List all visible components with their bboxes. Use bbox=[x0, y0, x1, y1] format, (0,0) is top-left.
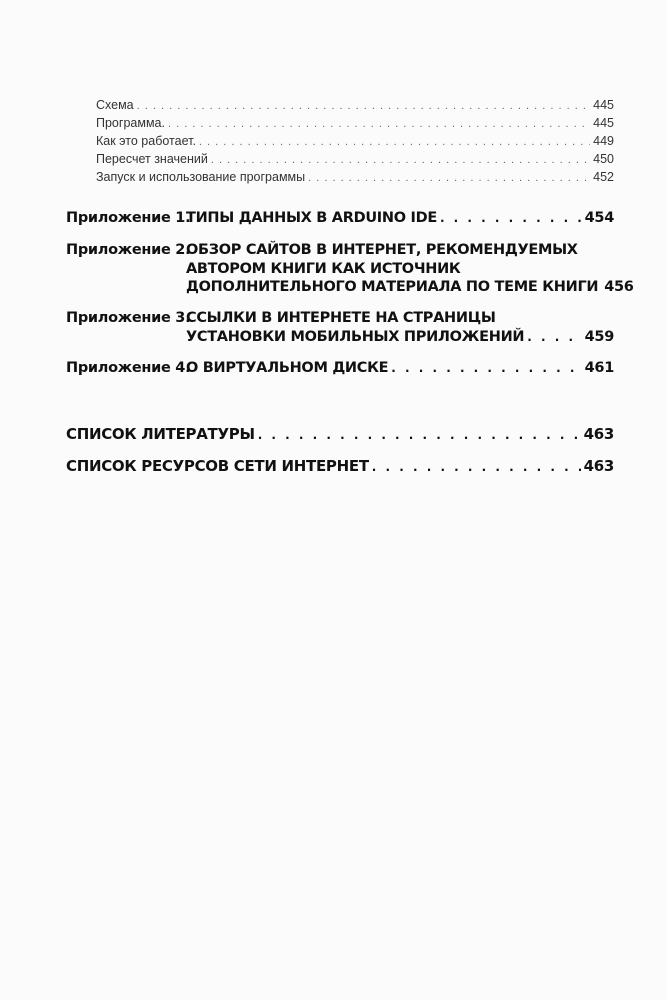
toc-sub-entry bbox=[96, 98, 614, 112]
toc-section-entry bbox=[66, 425, 614, 443]
toc-entry-page: 452 bbox=[593, 170, 614, 184]
toc-appendix-entry bbox=[186, 210, 614, 226]
toc-entry-title-line: АВТОРОМ КНИГИ КАК ИСТОЧНИК bbox=[186, 261, 461, 277]
toc-sub-entry bbox=[96, 170, 614, 184]
toc-entry-title: ТИПЫ ДАННЫХ В ARDUINO IDE bbox=[186, 210, 437, 226]
dot-leader bbox=[372, 460, 581, 474]
toc-entry-page: 463 bbox=[583, 457, 614, 475]
toc-entry-title: Запуск и использование программы bbox=[96, 170, 306, 184]
dot-leader bbox=[137, 100, 591, 112]
toc-entry-page: 461 bbox=[584, 360, 614, 376]
toc-entry-title: О ВИРТУАЛЬНОМ ДИСКЕ bbox=[186, 360, 389, 376]
dot-leader bbox=[440, 211, 582, 225]
toc-entry-page: 456 bbox=[604, 279, 634, 295]
appendix-prefix: Приложение 3. bbox=[66, 310, 191, 326]
toc-entry-title: Схема bbox=[96, 98, 134, 112]
dot-leader bbox=[391, 361, 581, 375]
toc-sub-entry bbox=[96, 152, 614, 166]
dot-leader bbox=[308, 172, 590, 184]
toc-entry-page: 450 bbox=[593, 152, 614, 166]
toc-entry-page: 445 bbox=[593, 98, 614, 112]
toc-entry-title: Как это работает. bbox=[96, 134, 196, 148]
toc-sub-entry bbox=[96, 116, 614, 130]
toc-entry-page: 463 bbox=[583, 425, 614, 443]
toc-appendix-entry bbox=[186, 329, 614, 345]
appendix-prefix: Приложение 4. bbox=[66, 360, 191, 376]
toc-entry-page: 459 bbox=[584, 329, 614, 345]
dot-leader bbox=[168, 118, 590, 130]
toc-appendix-entry bbox=[186, 279, 634, 295]
appendix-prefix: Приложение 2. bbox=[66, 242, 191, 258]
toc-appendix-entry bbox=[186, 360, 614, 376]
toc-entry-title: ДОПОЛНИТЕЛЬНОГО МАТЕРИАЛА ПО ТЕМЕ КНИГИ bbox=[186, 279, 599, 295]
toc-entry-page: 445 bbox=[593, 116, 614, 130]
dot-leader bbox=[199, 136, 590, 148]
toc-entry-title: УСТАНОВКИ МОБИЛЬНЫХ ПРИЛОЖЕНИЙ bbox=[186, 329, 525, 345]
toc-section-entry bbox=[66, 457, 614, 475]
toc-entry-title: СПИСОК ЛИТЕРАТУРЫ bbox=[66, 425, 255, 443]
dot-leader bbox=[258, 428, 581, 442]
toc-entry-title-line: ССЫЛКИ В ИНТЕРНЕТЕ НА СТРАНИЦЫ bbox=[186, 310, 496, 326]
toc-sub-entry bbox=[96, 134, 614, 148]
toc-entry-title-line: ОБЗОР САЙТОВ В ИНТЕРНЕТ, РЕКОМЕНДУЕМЫХ bbox=[186, 242, 578, 258]
toc-entry-page: 454 bbox=[584, 210, 614, 226]
appendix-prefix: Приложение 1. bbox=[66, 210, 191, 226]
toc-entry-title: Пересчет значений bbox=[96, 152, 208, 166]
dot-leader bbox=[211, 154, 590, 166]
toc-entry-page: 449 bbox=[593, 134, 614, 148]
dot-leader bbox=[527, 330, 581, 344]
toc-entry-title: СПИСОК РЕСУРСОВ СЕТИ ИНТЕРНЕТ bbox=[66, 457, 369, 475]
toc-entry-title: Программа. bbox=[96, 116, 165, 130]
